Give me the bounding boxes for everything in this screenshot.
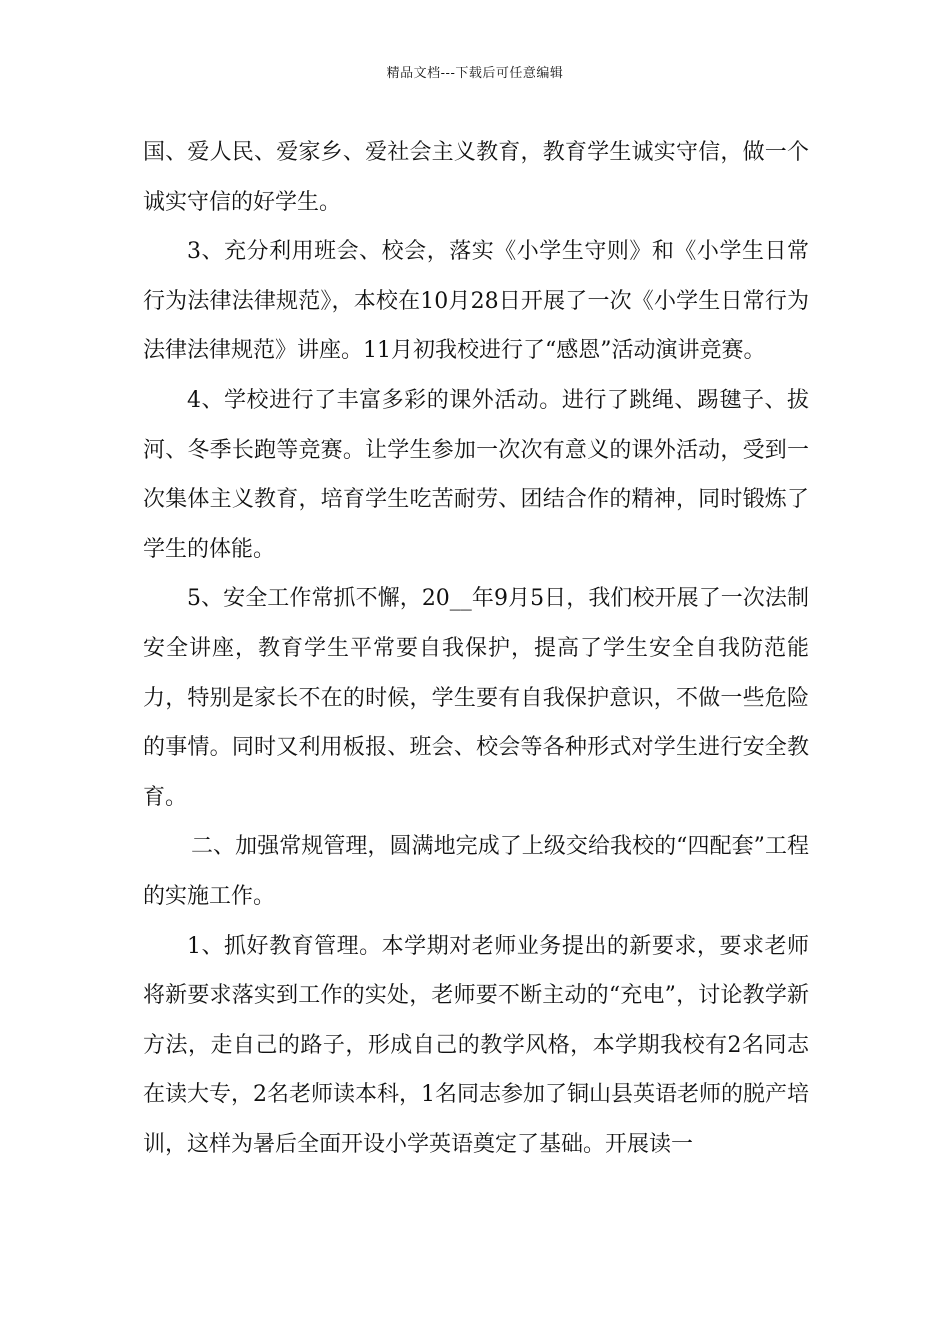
page-header: 精品文档---下载后可任意编辑: [386, 66, 564, 81]
paragraph-item-1: 1、抓好教育管理。本学期对老师业务提出的新要求，要求老师将新要求落实到工作的实处，老师要不断主动的“充电”，讨论教学新方法，走自己的路子，形成自己的教学风格，本学期我校有2名同志在读大专，2名老师读本科，1名同志参加了铜山县英语老师的脱产培训，这样为暑后全面开设小学英语奠定了基础。开展读一: [143, 933, 809, 1157]
document-body: [143, 128, 809, 1169]
paragraph-item-3: 3、充分利用班会、校会，落实《小学生守则》和《小学生日常行为法律法律规范》，本校在10月28日开展了一次《小学生日常行为法律法律规范》讲座。11月初我校进行了“感恩”活动演讲竞赛。: [143, 239, 809, 364]
section-heading-2: 二、加强常规管理，圆满地完成了上级交给我校的“四配套”工程的实施工作。: [143, 834, 809, 909]
paragraph-item-4: 4、学校进行了丰富多彩的课外活动。进行了跳绳、踢毽子、拔河、冬季长跑等竞赛。让学生参加一次次有意义的课外活动，受到一次集体主义教育，培育学生吃苦耐劳、团结合作的精神，同时锻炼了学生的体能。: [143, 387, 809, 562]
paragraph-continuation: 国、爱人民、爱家乡、爱社会主义教育，教育学生诚实守信，做一个诚实守信的好学生。: [143, 140, 809, 215]
paragraph-item-5: 5、安全工作常抓不懈，20__年9月5日，我们校开展了一次法制安全讲座，教育学生平常要自我保护，提高了学生安全自我防范能力，特别是家长不在的时候，学生要有自我保护意识，不做一些危险的事情。同时又利用板报、班会、校会等各种形式对学生进行安全教育。: [143, 586, 809, 810]
